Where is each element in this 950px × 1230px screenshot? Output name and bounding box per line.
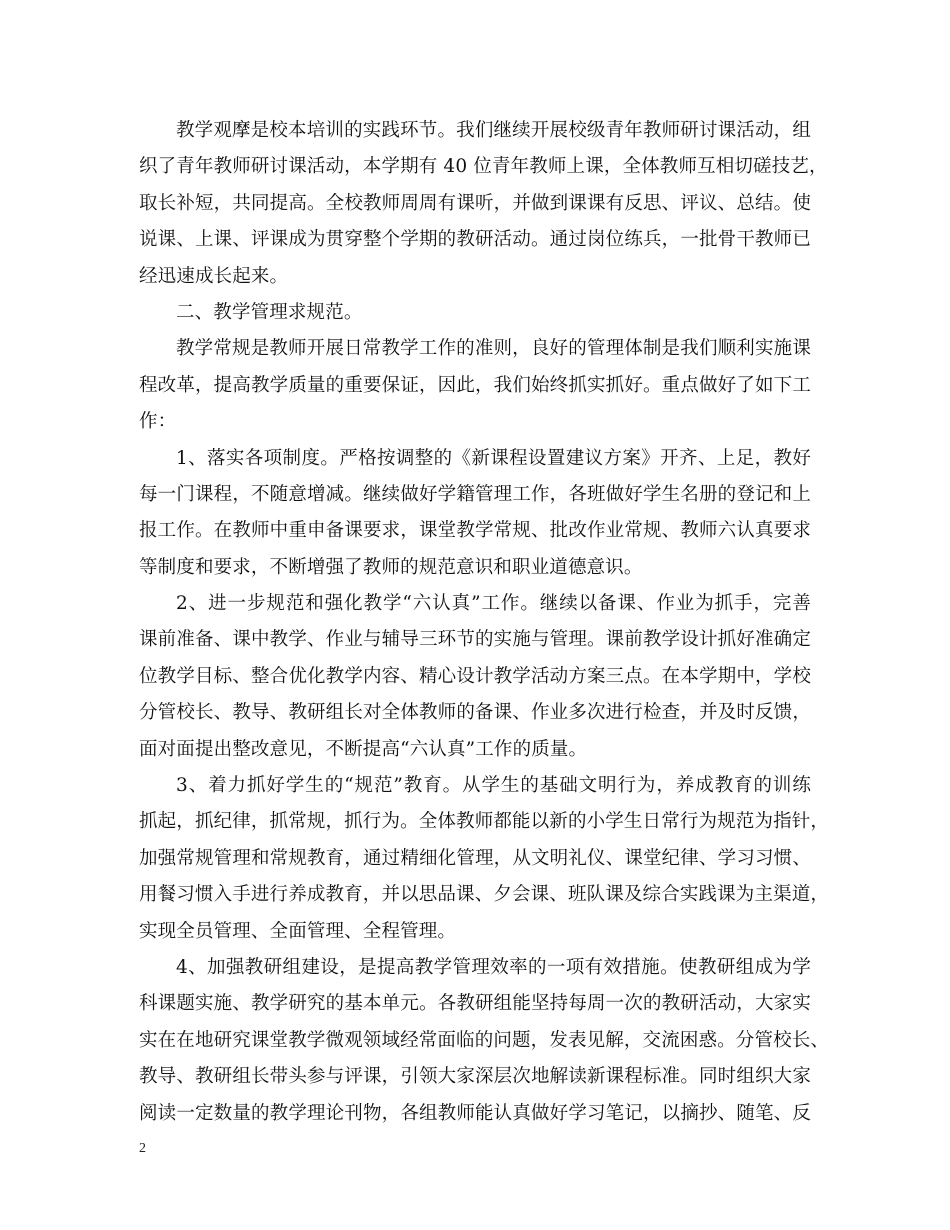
text-line: 报工作。在教师中重申备课要求，课堂教学常规、批改作业常规、教师六认真要求 xyxy=(139,520,811,542)
text-line: 程改革，提高教学质量的重要保证，因此，我们始终抓实抓好。重点做好了如下工 xyxy=(139,374,811,396)
text-line: 分管校长、教导、教研组长对全体教师的备课、作业多次进行检查，并及时反馈， xyxy=(139,702,811,724)
text-line: 教导、教研组长带头参与评课，引领大家深层次地解读新课程标准。同时组织大家 xyxy=(139,1066,811,1088)
text-line: 取长补短，共同提高。全校教师周周有课听，并做到课课有反思、评议、总结。使 xyxy=(139,192,811,214)
paragraph-item-2 xyxy=(139,586,811,768)
text-line: 等制度和要求，不断增强了教师的规范意识和职业道德意识。 xyxy=(139,556,643,578)
paragraph-teaching-observation xyxy=(139,113,828,295)
text-line: 4、加强教研组建设，是提高教学管理效率的一项有效措施。使教研组成为学 xyxy=(176,956,811,978)
document-body xyxy=(139,113,830,1132)
text-line: 教学常规是教师开展日常教学工作的准则，良好的管理体制是我们顺利实施课 xyxy=(176,338,811,360)
text-line: 说课、上课、评课成为贯穿整个学期的教研活动。通过岗位练兵，一批骨干教师已 xyxy=(139,229,811,251)
paragraph-item-1 xyxy=(139,441,811,587)
paragraph-item-3 xyxy=(139,768,830,950)
text-line: 阅读一定数量的教学理论刊物，各组教师能认真做好学习笔记，以摘抄、随笔、反 xyxy=(139,1102,811,1124)
text-line: 3、着力抓好学生的“规范”教育。从学生的基础文明行为，养成教育的训练 xyxy=(176,775,811,797)
text-line: 教学观摩是校本培训的实践环节。我们继续开展校级青年教师研讨课活动，组 xyxy=(176,120,811,141)
heading-line: 二、教学管理求规范。 xyxy=(176,301,363,323)
text-line: 用餐习惯入手进行养成教育，并以思品课、夕会课、班队课及综合实践课为主渠道， xyxy=(139,884,830,906)
text-line: 面对面提出整改意见，不断提高“六认真”工作的质量。 xyxy=(139,738,588,760)
text-line: 织了青年教师研讨课活动，本学期有 40 位青年教师上课，全体教师互相切磋技艺， xyxy=(139,156,828,178)
section-heading xyxy=(139,295,811,331)
text-line: 实在在地研究课堂教学微观领域经常面临的问题，发表见解，交流困惑。分管校长、 xyxy=(139,1029,830,1051)
text-line: 课前准备、课中教学、作业与辅导三环节的实施与管理。课前教学设计抓好准确定 xyxy=(139,629,811,651)
paragraph-item-4 xyxy=(139,950,830,1132)
text-line: 加强常规管理和常规教育，通过精细化管理，从文明礼仪、课堂纪律、学习习惯、 xyxy=(139,847,811,869)
text-line: 2、进一步规范和强化教学“六认真”工作。继续以备课、作业为抓手，完善 xyxy=(176,593,811,615)
text-line: 每一门课程，不随意增减。继续做好学籍管理工作，各班做好学生名册的登记和上 xyxy=(139,483,811,505)
text-line: 位教学目标、整合优化教学内容、精心设计教学活动方案三点。在本学期中，学校 xyxy=(139,665,811,687)
text-line: 实现全员管理、全面管理、全程管理。 xyxy=(139,920,457,942)
text-line: 抓起，抓纪律，抓常规，抓行为。全体教师都能以新的小学生日常行为规范为指针， xyxy=(139,811,830,833)
text-line: 作： xyxy=(139,411,177,433)
page-number: 2 xyxy=(139,1141,146,1156)
text-line: 经迅速成长起来。 xyxy=(139,265,289,287)
paragraph-teaching-routine xyxy=(139,331,811,440)
text-line: 科课题实施、教学研究的基本单元。各教研组能坚持每周一次的教研活动，大家实 xyxy=(139,993,811,1015)
text-line: 1、落实各项制度。严格按调整的《新课程设置建议方案》开齐、上足，教好 xyxy=(176,447,811,469)
